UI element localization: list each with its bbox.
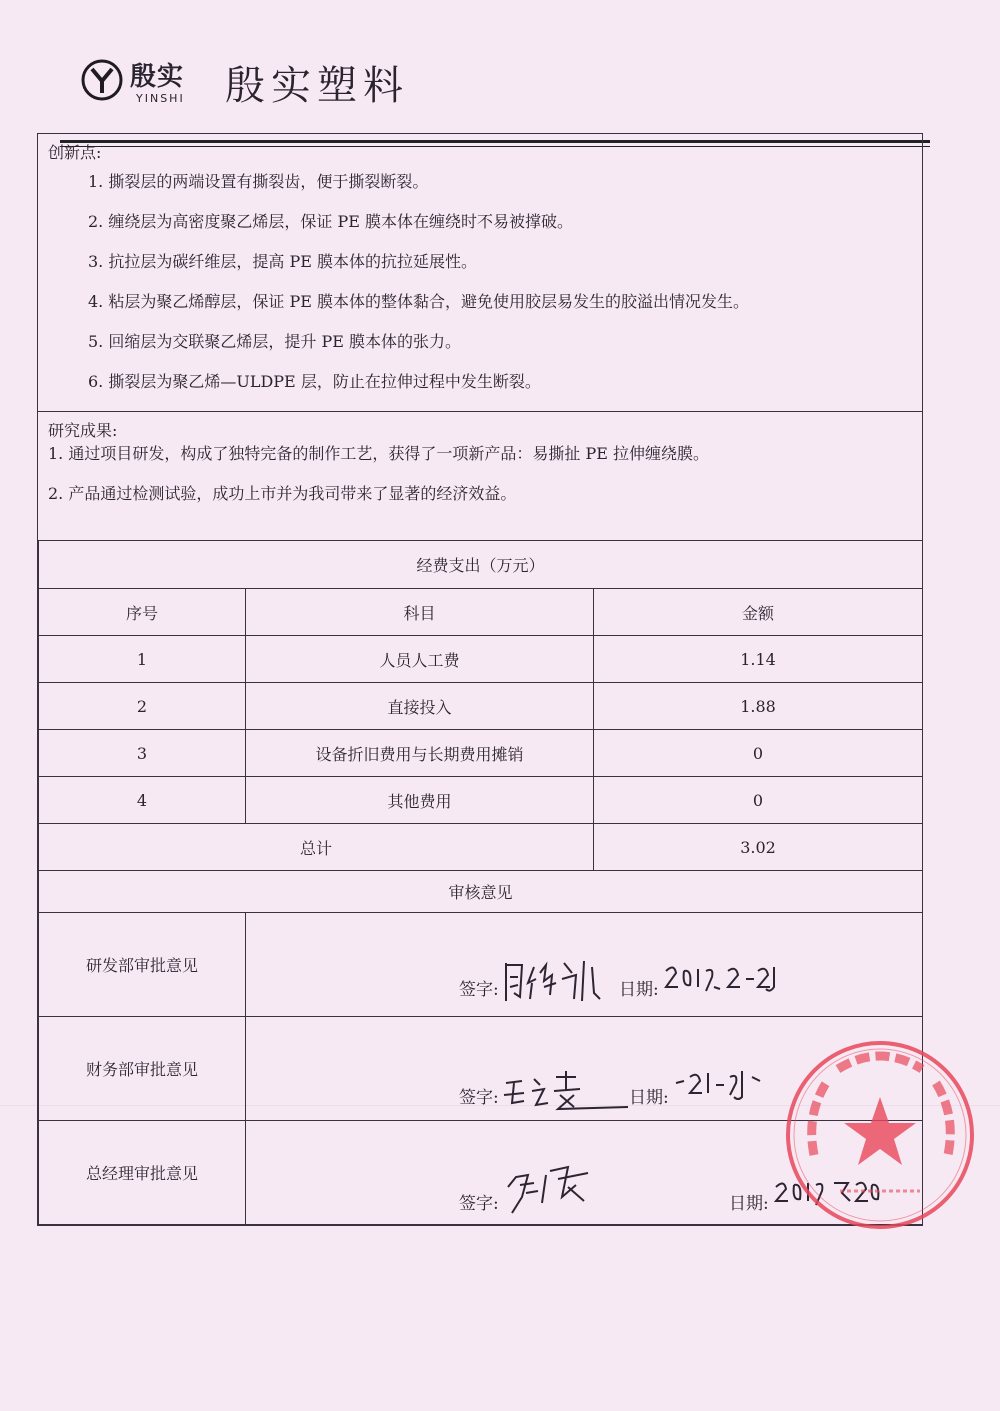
innovation-item: 2. 缠绕层为高密度聚乙烯层，保证 PE 膜本体在缠绕时不易被撑破。	[88, 212, 573, 231]
review-row	[39, 913, 923, 1017]
column-header-no: 序号	[39, 589, 246, 636]
column-header-item: 科目	[246, 589, 594, 636]
row-no: 4	[39, 777, 246, 824]
row-item: 设备折旧费用与长期费用摊销	[246, 730, 594, 777]
review-dept-label: 财务部审批意见	[39, 1017, 246, 1121]
row-no: 3	[39, 730, 246, 777]
innovation-item: 3. 抗拉层为碳纤维层，提高 PE 膜本体的抗拉延展性。	[88, 252, 477, 271]
results-section	[38, 412, 922, 541]
row-no: 1	[39, 636, 246, 683]
row-amount: 1.88	[594, 683, 923, 730]
date-label: 日期:	[619, 980, 659, 1000]
row-item: 直接投入	[246, 683, 594, 730]
signature-label: 签字:	[459, 1088, 499, 1108]
letterhead	[60, 40, 930, 120]
signature-label: 签字:	[459, 980, 499, 1000]
date-handwriting	[662, 957, 782, 997]
signature-label: 签字:	[459, 1194, 499, 1214]
table-row	[39, 683, 923, 730]
column-header-amount: 金额	[594, 589, 923, 636]
brand-name-cn: 殷实	[130, 62, 185, 92]
table-row	[39, 730, 923, 777]
company-seal-stamp	[780, 1035, 980, 1235]
signature-handwriting	[498, 1157, 598, 1221]
table-header-row	[39, 589, 923, 636]
result-item: 1. 通过项目研发，构成了独特完备的制作工艺，获得了一项新产品：易撕扯 PE 拉伸缠绕膜。	[48, 444, 709, 463]
result-item: 2. 产品通过检测试验，成功上市并为我司带来了显著的经济效益。	[48, 484, 517, 503]
expense-table-title: 经费支出（万元）	[39, 541, 923, 589]
date-label: 日期:	[629, 1088, 669, 1108]
table-row	[39, 636, 923, 683]
results-title: 研究成果:	[48, 421, 118, 440]
innovation-title: 创新点:	[48, 143, 102, 162]
total-row	[39, 824, 923, 871]
innovation-item: 5. 回缩层为交联聚乙烯层，提升 PE 膜本体的张力。	[88, 332, 461, 351]
table-row	[39, 777, 923, 824]
signature-handwriting	[500, 953, 612, 1009]
scan-fold-line	[0, 1105, 1000, 1106]
innovation-item: 4. 粘层为聚乙烯醇层，保证 PE 膜本体的整体黏合，避免使用胶层易发生的胶溢出情况发生。	[88, 292, 749, 311]
review-dept-label: 总经理审批意见	[39, 1121, 246, 1225]
review-dept-label: 研发部审批意见	[39, 913, 246, 1017]
company-name: 殷实塑料	[225, 63, 409, 109]
row-amount: 0	[594, 777, 923, 824]
brand-name-en: YINSHI	[136, 92, 185, 105]
row-amount: 1.14	[594, 636, 923, 683]
total-amount: 3.02	[594, 824, 923, 871]
total-label: 总计	[39, 824, 594, 871]
row-amount: 0	[594, 730, 923, 777]
date-label: 日期:	[729, 1194, 769, 1214]
innovation-section	[38, 134, 922, 412]
innovation-item: 6. 撕裂层为聚乙烯—ULDPE 层，防止在拉伸过程中发生断裂。	[88, 372, 541, 391]
review-title: 审核意见	[39, 871, 923, 913]
innovation-item: 1. 撕裂层的两端设置有撕裂齿，便于撕裂断裂。	[88, 172, 429, 191]
review-content	[246, 913, 923, 1017]
yinshi-logo-icon	[80, 58, 124, 102]
row-item: 其他费用	[246, 777, 594, 824]
date-handwriting	[672, 1063, 772, 1103]
row-no: 2	[39, 683, 246, 730]
row-item: 人员人工费	[246, 636, 594, 683]
signature-handwriting	[500, 1065, 630, 1115]
innovation-list	[38, 172, 922, 412]
results-list	[38, 444, 922, 524]
